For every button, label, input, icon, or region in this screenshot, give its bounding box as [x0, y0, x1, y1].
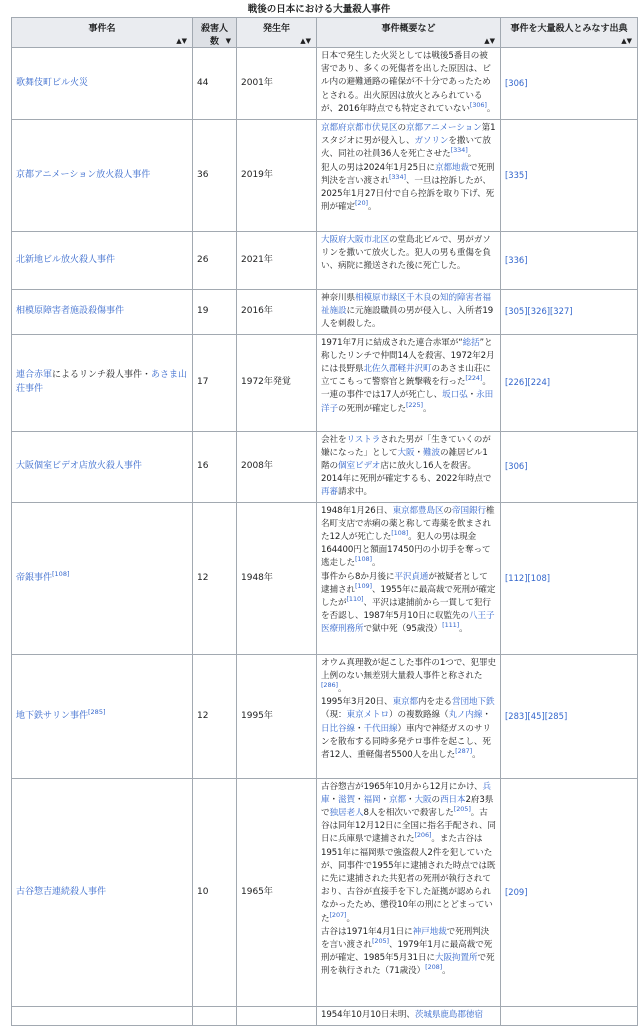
source-cell — [501, 334, 638, 431]
inline-link[interactable]: 北新地ビル放火殺人事件 — [16, 254, 116, 265]
text-run: ”と称したリンチ — [321, 337, 493, 361]
death-count-cell: 44 — [193, 48, 237, 120]
inline-link[interactable]: 千木良 — [405, 293, 432, 303]
table-row — [12, 120, 638, 232]
text-run: 、1979年1月に最高裁で死刑が確定、1985年5月31日に — [321, 940, 493, 964]
inline-link[interactable]: 大阪 — [397, 447, 415, 458]
column-header-incident-name[interactable]: 事件名 ▲▼ — [12, 18, 193, 48]
text-run: 、平沢は逮捕前から一貫して犯行を否認し、1987年5月10日に収監先の — [321, 598, 491, 622]
inline-link[interactable]: [336] — [505, 254, 528, 265]
source-cell — [501, 232, 638, 290]
text-run: 古谷は1971年4月1日に — [321, 926, 413, 937]
inline-link[interactable]: 独居老人 — [329, 808, 364, 819]
inline-link[interactable]: 大阪府 — [321, 235, 347, 245]
column-header-summary[interactable]: 事件概要など ▲▼ — [317, 18, 501, 48]
year-cell: 1972年発覚 — [237, 334, 317, 431]
reference-link[interactable]: [287] — [455, 747, 473, 756]
year-cell: 2001年 — [237, 48, 317, 120]
reference-link[interactable]: [285] — [88, 707, 106, 716]
inline-link[interactable]: [335] — [505, 169, 528, 180]
text-run: で死刑判決を言い渡され — [321, 162, 495, 186]
summary-cell — [317, 502, 501, 654]
inline-link[interactable]: 徳宿 — [465, 1009, 483, 1020]
inline-link[interactable]: 兵庫 — [321, 781, 492, 805]
text-run: ）車内で神経ガスのサリンを散布する同時多発テロ事件を起こし、死者12人、重軽傷者5500人を出した — [321, 723, 491, 761]
inline-link[interactable]: 知的障害者福祉施設 — [321, 293, 491, 317]
reference-link[interactable]: [207] — [329, 910, 347, 919]
text-run: ・ — [467, 390, 477, 401]
inline-link[interactable]: 大阪個室ビデオ店放火殺人事件 — [16, 461, 142, 472]
text-run: 。 — [459, 624, 468, 635]
text-run: 神奈川県 — [321, 293, 355, 303]
inline-link[interactable]: 相模原障害者施設殺傷事件 — [16, 306, 125, 317]
reference-link[interactable]: [108] — [391, 529, 409, 538]
text-run: 内を走る — [418, 697, 453, 708]
text-run: ・ — [329, 794, 338, 805]
inline-link[interactable]: 東京都 — [392, 505, 419, 516]
table-row — [12, 502, 638, 654]
table-row — [12, 431, 638, 502]
empty-cell — [193, 1006, 237, 1025]
text-run: 。 — [346, 913, 355, 924]
table-row-partial — [12, 1006, 638, 1025]
table-caption: 戦後の日本における大量殺人事件 — [247, 4, 391, 15]
table-row — [12, 654, 638, 778]
incident-name-cell — [12, 654, 193, 778]
year-cell: 1995年 — [237, 654, 317, 778]
inline-link[interactable]: 京都アニメーション放火殺人事件 — [16, 169, 151, 180]
sort-icon[interactable]: ▲▼ — [621, 37, 632, 45]
text-run: ・ — [406, 794, 415, 805]
source-cell — [501, 502, 638, 654]
incident-name-cell — [12, 334, 193, 431]
text-run: 、一旦は控訴したが、2025年1月27日付で自ら控訴を取り下げ、死刑が確定 — [321, 175, 495, 213]
inline-link[interactable]: 再審 — [321, 487, 338, 498]
text-run: 事件から8か月後に — [321, 571, 395, 582]
inline-link[interactable]: 個室ビデオ — [338, 461, 381, 472]
inline-link[interactable]: 大阪拘置所 — [435, 953, 478, 964]
text-run: の死刑が確定した — [338, 403, 406, 414]
inline-link[interactable]: [209] — [505, 886, 528, 897]
text-run: の雑居ビル1階の — [321, 447, 488, 472]
inline-link[interactable]: 京都地裁 — [435, 162, 470, 173]
inline-link[interactable]: 北佐久郡 — [363, 364, 398, 375]
text-run: で死刑判決を言い渡され — [321, 926, 490, 951]
text-run: 犯人の男は2024年1月25日に — [321, 162, 436, 173]
text-run: 店に放火し16人を殺害。2014年に死刑が確定するも、2022年時点で — [321, 461, 492, 485]
text-run: 。 — [337, 684, 347, 695]
text-run: ・ — [414, 447, 423, 458]
source-cell — [501, 431, 638, 502]
inline-link[interactable]: 永田洋子 — [321, 390, 494, 414]
source-cell — [501, 290, 638, 335]
summary-cell — [317, 654, 501, 778]
reference-link[interactable]: [286] — [321, 681, 338, 690]
empty-cell — [12, 1006, 193, 1025]
inline-link[interactable]: 総括 — [462, 337, 480, 348]
text-run: が被疑者として逮捕され — [321, 571, 488, 595]
text-run: オウム真理教が起こした事件の1つで、犯罪史上例のない無差別大量殺人事件と称された — [321, 657, 496, 681]
inline-link[interactable]: 古谷惣吉連続殺人事件 — [16, 886, 107, 897]
inline-link[interactable]: 大阪市 — [346, 235, 372, 245]
inline-link[interactable]: [305][326][327] — [505, 306, 573, 317]
inline-link[interactable]: 歌舞伎町ビル火災 — [16, 77, 89, 88]
text-run: ）の複数路線（ — [388, 710, 449, 721]
text-run: の — [431, 293, 440, 303]
inline-link[interactable]: 八王子医療刑務所 — [321, 611, 495, 635]
reference-link[interactable]: [208] — [425, 963, 443, 972]
text-run: の — [397, 123, 406, 133]
source-cell — [501, 778, 638, 1006]
reference-link[interactable]: [108] — [52, 569, 70, 578]
text-run: で死刑を執行された（71歳没） — [321, 953, 495, 977]
reference-link[interactable]: [110] — [346, 595, 364, 604]
inline-link[interactable]: 軽井沢町 — [397, 364, 432, 375]
reference-link[interactable]: [306] — [469, 100, 487, 109]
summary-cell — [317, 290, 501, 335]
summary-cell — [317, 431, 501, 502]
text-run: に元施設職員の男が侵入し、入所者19人を刺殺した。 — [321, 306, 494, 330]
text-run: 1995年3月20日、 — [321, 697, 393, 708]
text-run: 。 — [371, 558, 381, 569]
text-run: （現： — [321, 710, 347, 721]
inline-link[interactable]: [283][45][285] — [505, 710, 568, 721]
table-row — [12, 778, 638, 1006]
sort-icon[interactable]: ▲▼ — [484, 37, 495, 45]
text-run: 。犯人の男は現金164400円と額面17450円の小切手を奪って逃走した — [321, 532, 491, 569]
year-cell: 2016年 — [237, 290, 317, 335]
text-run: 1954年10月10日未明、 — [321, 1009, 415, 1020]
inline-link[interactable]: 京都 — [389, 794, 406, 805]
inline-link[interactable]: 京都市 — [346, 123, 372, 133]
summary-cell — [317, 1006, 501, 1025]
text-run: 日本で発生した火災としては戦後5番目の被害であり、多くの死傷者を出した原因は、ビル内の避難通路の確保が不十分であったためとされる。出火原因は放火とみられているが、2016年時点でも特定されていない — [321, 51, 491, 114]
column-header-year[interactable]: 発生年 ▲▼ — [237, 18, 317, 48]
column-header-source[interactable]: 事件を大量殺人とみなす出典 ▲▼ — [501, 18, 638, 48]
text-run: 。 — [422, 403, 432, 414]
inline-link[interactable]: 平沢貞通 — [394, 571, 429, 582]
text-run: 1948年1月26日、 — [321, 505, 393, 516]
reference-link[interactable]: [334] — [450, 146, 468, 155]
source-cell — [501, 120, 638, 232]
year-cell: 1965年 — [237, 778, 317, 1006]
inline-link[interactable]: 難波 — [422, 447, 440, 458]
sort-icon[interactable]: ▲▼ — [300, 37, 311, 45]
text-run: を撒いて放火、同社の社員36人を死亡させた — [321, 136, 491, 160]
summary-cell — [317, 48, 501, 120]
inline-link[interactable]: 京都アニメーション — [405, 123, 482, 133]
text-run: の — [431, 794, 440, 805]
inline-link[interactable]: リストラ — [346, 434, 381, 445]
inline-link[interactable]: 神戸地裁 — [412, 926, 447, 937]
text-run: 。 — [367, 202, 377, 213]
empty-cell — [501, 1006, 638, 1025]
inline-link[interactable]: [112][108] — [505, 572, 551, 583]
mass-murder-table — [11, 17, 638, 1026]
text-run: ・ — [354, 723, 364, 734]
year-cell: 2008年 — [237, 431, 317, 502]
inline-link[interactable]: 帝銀事件 — [16, 572, 53, 583]
table-body — [12, 48, 638, 1026]
text-run: 。一連の事件では17人が死亡し、 — [321, 377, 491, 401]
text-run: の — [443, 505, 453, 516]
incident-name-cell — [12, 232, 193, 290]
inline-link[interactable]: 西日本 — [440, 794, 466, 805]
year-cell: 1948年 — [237, 502, 317, 654]
inline-link[interactable]: 豊島区 — [418, 505, 444, 516]
reference-link[interactable]: [224] — [465, 374, 483, 383]
inline-link[interactable]: 茨城県 — [414, 1009, 441, 1020]
inline-link[interactable]: [226][224] — [505, 377, 551, 387]
text-run: 椎名町支店で赤痢の薬と称して毒薬を飲まされた12人が死亡した — [321, 505, 495, 543]
table-header-row — [12, 18, 638, 48]
inline-link[interactable]: 坂口弘 — [442, 390, 468, 401]
inline-link[interactable]: 丸ノ内線 — [448, 710, 483, 721]
death-count-cell: 12 — [193, 502, 237, 654]
inline-link[interactable]: 鹿島郡 — [440, 1009, 466, 1020]
inline-link[interactable]: 北区 — [371, 235, 389, 245]
text-run: 。また古谷は1951年に福岡県で強盗殺人2件を犯していたが、同事件で1955年に逮捕された時点では既に先に逮捕された共犯者の死刑が執行されており、古谷が直接手を下した証拠が認められなかったため、懲役10年の刑にとどまっていた — [321, 834, 496, 924]
text-run: ・ — [380, 794, 389, 805]
reference-link[interactable]: [109] — [354, 581, 372, 590]
summary-cell — [317, 778, 501, 1006]
text-run: の堂島北ビルで、男がガソリンを撒いて放火した。犯人の男も重傷を負い、病院に搬送された後に死亡した。 — [321, 235, 491, 272]
text-run: で獄中死（95歳没） — [363, 624, 443, 635]
text-run: 。 — [486, 103, 496, 114]
text-run: 古谷惣吉が1965年10月から12月にかけ、 — [321, 781, 483, 792]
inline-link[interactable]: [306] — [505, 461, 528, 472]
reference-link[interactable]: [206] — [414, 831, 432, 840]
table-row — [12, 232, 638, 290]
text-run: 1971年7月に結成された連合赤軍が“ — [321, 337, 463, 348]
year-cell: 2019年 — [237, 120, 317, 232]
incident-name-cell — [12, 120, 193, 232]
text-run: ・ — [482, 710, 491, 721]
inline-link[interactable]: 福岡 — [363, 794, 381, 805]
inline-link[interactable]: ガソリン — [414, 136, 449, 147]
inline-link[interactable]: 日比谷線 — [321, 723, 355, 734]
inline-link[interactable]: 地下鉄サリン事件 — [16, 710, 89, 721]
incident-name-cell — [12, 431, 193, 502]
sort-descending-icon[interactable]: ▼ — [225, 37, 231, 45]
death-count-cell: 26 — [193, 232, 237, 290]
reference-link[interactable]: [225] — [405, 400, 423, 409]
reference-link[interactable]: [205] — [453, 805, 471, 814]
inline-link[interactable]: 相模原市 — [354, 293, 389, 303]
summary-cell — [317, 334, 501, 431]
incident-name-cell — [12, 290, 193, 335]
death-count-cell: 36 — [193, 120, 237, 232]
inline-link[interactable]: 滋賀 — [338, 794, 355, 805]
incident-name-cell — [12, 778, 193, 1006]
reference-link[interactable]: [334] — [388, 172, 406, 181]
text-run: 2府3県で — [321, 794, 494, 819]
text-run: のあさま山荘に立てこもって警察官と銃撃戦を行った — [321, 364, 491, 388]
reference-link[interactable]: [20] — [354, 199, 368, 208]
inline-link[interactable]: 大阪 — [414, 794, 432, 805]
reference-link[interactable]: [108] — [354, 555, 372, 564]
empty-cell — [237, 1006, 317, 1025]
inline-link[interactable]: 京都府 — [321, 123, 347, 133]
reference-link[interactable]: [111] — [442, 621, 460, 630]
inline-link[interactable]: 緑区 — [388, 293, 406, 303]
table-row — [12, 334, 638, 431]
text-run: 8人を相次いで殺害した — [363, 808, 454, 819]
text-run: 。 — [442, 966, 451, 977]
incident-name-cell — [12, 48, 193, 120]
column-header-death-count[interactable]: 殺害人数 ▼ — [193, 18, 237, 48]
text-run: された男が「生きていくのが嫌になった」として — [321, 434, 491, 458]
death-count-cell: 16 — [193, 431, 237, 502]
source-cell — [501, 654, 638, 778]
death-count-cell: 12 — [193, 654, 237, 778]
text-run: 。 — [467, 149, 477, 160]
year-cell: 2021年 — [237, 232, 317, 290]
death-count-cell: 19 — [193, 290, 237, 335]
text-run: 。古谷は同年12月12日に全国に指名手配され、同日に兵庫県で逮捕された — [321, 808, 496, 845]
text-run: 会社を — [321, 434, 347, 445]
text-run: 第1スタジオに男が侵入し、 — [321, 123, 496, 147]
summary-cell — [317, 120, 501, 232]
text-run: によるリンチ殺人事件・ — [52, 370, 152, 381]
table-row — [12, 290, 638, 335]
inline-link[interactable]: 東京メトロ — [346, 710, 389, 721]
inline-link[interactable]: 千代田線 — [363, 723, 398, 734]
inline-link[interactable]: 伏見区 — [371, 123, 398, 133]
inline-link[interactable]: 連合赤軍 — [16, 370, 53, 381]
inline-link[interactable]: 営団地下鉄 — [452, 697, 495, 708]
inline-link[interactable]: [306] — [505, 77, 528, 88]
reference-link[interactable]: [205] — [371, 937, 389, 946]
summary-cell — [317, 232, 501, 290]
death-count-cell: 17 — [193, 334, 237, 431]
text-run: 。 — [472, 750, 481, 761]
inline-link[interactable]: 東京都 — [392, 697, 419, 708]
text-run: ・ — [355, 794, 364, 805]
source-cell — [501, 48, 638, 120]
inline-link[interactable]: あさま山荘事件 — [16, 370, 188, 394]
text-run: で仲間14人を殺害、1972年2月には長野県 — [321, 350, 495, 375]
table-row — [12, 48, 638, 120]
text-run: 請求中。 — [338, 487, 372, 498]
text-run: 、1955年に最高裁で死刑が確定したが — [321, 584, 496, 609]
inline-link[interactable]: 帝国銀行 — [452, 505, 487, 516]
sort-icon[interactable]: ▲▼ — [176, 37, 187, 45]
incident-name-cell — [12, 502, 193, 654]
death-count-cell: 10 — [193, 778, 237, 1006]
